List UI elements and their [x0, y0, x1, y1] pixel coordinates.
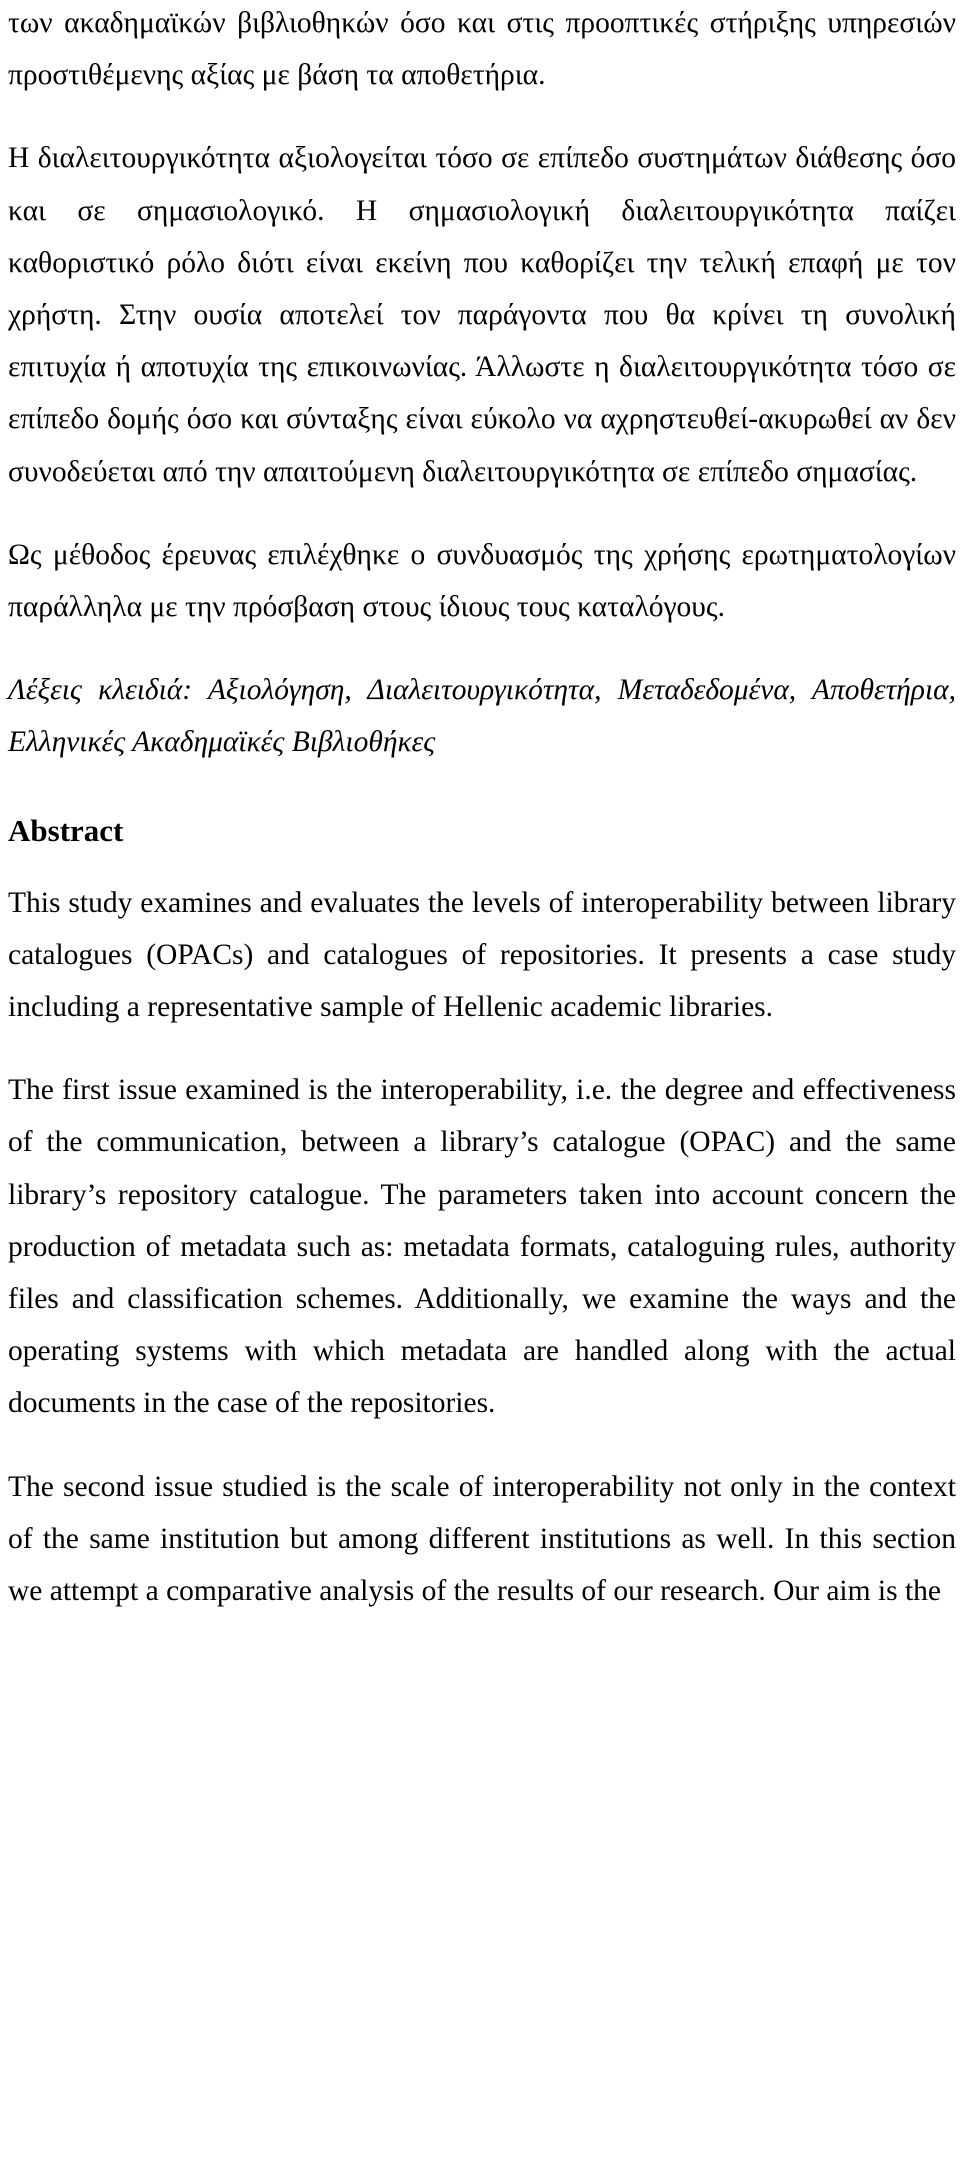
english-paragraph-1: This study examines and evaluates the levels of interoperability between library catalogues (OPACs) and catalogues of repositories. It presents a case study including a representative sample of Hellenic academic libraries. — [8, 886, 956, 1024]
abstract-heading: Abstract — [8, 812, 124, 848]
greek-paragraph-3: Ως μέθοδος έρευνας επιλέχθηκε ο συνδυασμός της χρήσης ερωτηματολογίων παράλληλα με την πρόσβαση στους ίδιους τους καταλόγους. — [8, 538, 956, 624]
document-page — [8, 0, 956, 1617]
english-paragraph-2: The first issue examined is the interoperability, i.e. the degree and effectiveness of the communication, between a library’s catalogue (OPAC) and the same library’s repository catalogue. The parameters taken into account concern the production of metadata such as: metadata formats, cataloguing rules, authority files and classification schemes. Additionally, we examine the ways and the operating systems with which metadata are handled along with the actual documents in the case of the repositories. — [8, 1074, 956, 1420]
keywords: Λέξεις κλειδιά: Αξιολόγηση, Διαλειτουργικότητα, Μεταδεδομένα, Αποθετήρια, Ελληνικές Ακαδημαϊκές Βιβλιοθήκες — [8, 674, 956, 759]
greek-paragraph-2: Η διαλειτουργικότητα αξιολογείται τόσο σε επίπεδο συστημάτων διάθεσης όσο και σε σημασιολογικό. Η σημασιολογική διαλειτουργικότητα παίζει καθοριστικό ρόλο διότι είναι εκείνη που καθορίζει την τελική επαφή με τον χρήστη. Στην ουσία αποτελεί τον παράγοντα που θα κρίνει τη συνολική επιτυχία ή αποτυχία της επικοινωνίας. Άλλωστε η διαλειτουργικότητα τόσο σε επίπεδο δομής όσο και σύνταξης είναι εύκολο να αχρηστευθεί-ακυρωθεί αν δεν συνοδεύεται από την απαιτούμενη διαλειτουργικότητα σε επίπεδο σημασίας. — [8, 142, 956, 488]
greek-paragraph-1: των ακαδημαϊκών βιβλιοθηκών όσο και στις προοπτικές στήριξης υπηρεσιών προστιθέμενης αξίας με βάση τα αποθετήρια. — [8, 7, 956, 92]
english-paragraph-3: The second issue studied is the scale of interoperability not only in the context of the same institution but among different institutions as well. In this section we attempt a comparative analysis of the results of our research. Our aim is the — [8, 1470, 956, 1608]
